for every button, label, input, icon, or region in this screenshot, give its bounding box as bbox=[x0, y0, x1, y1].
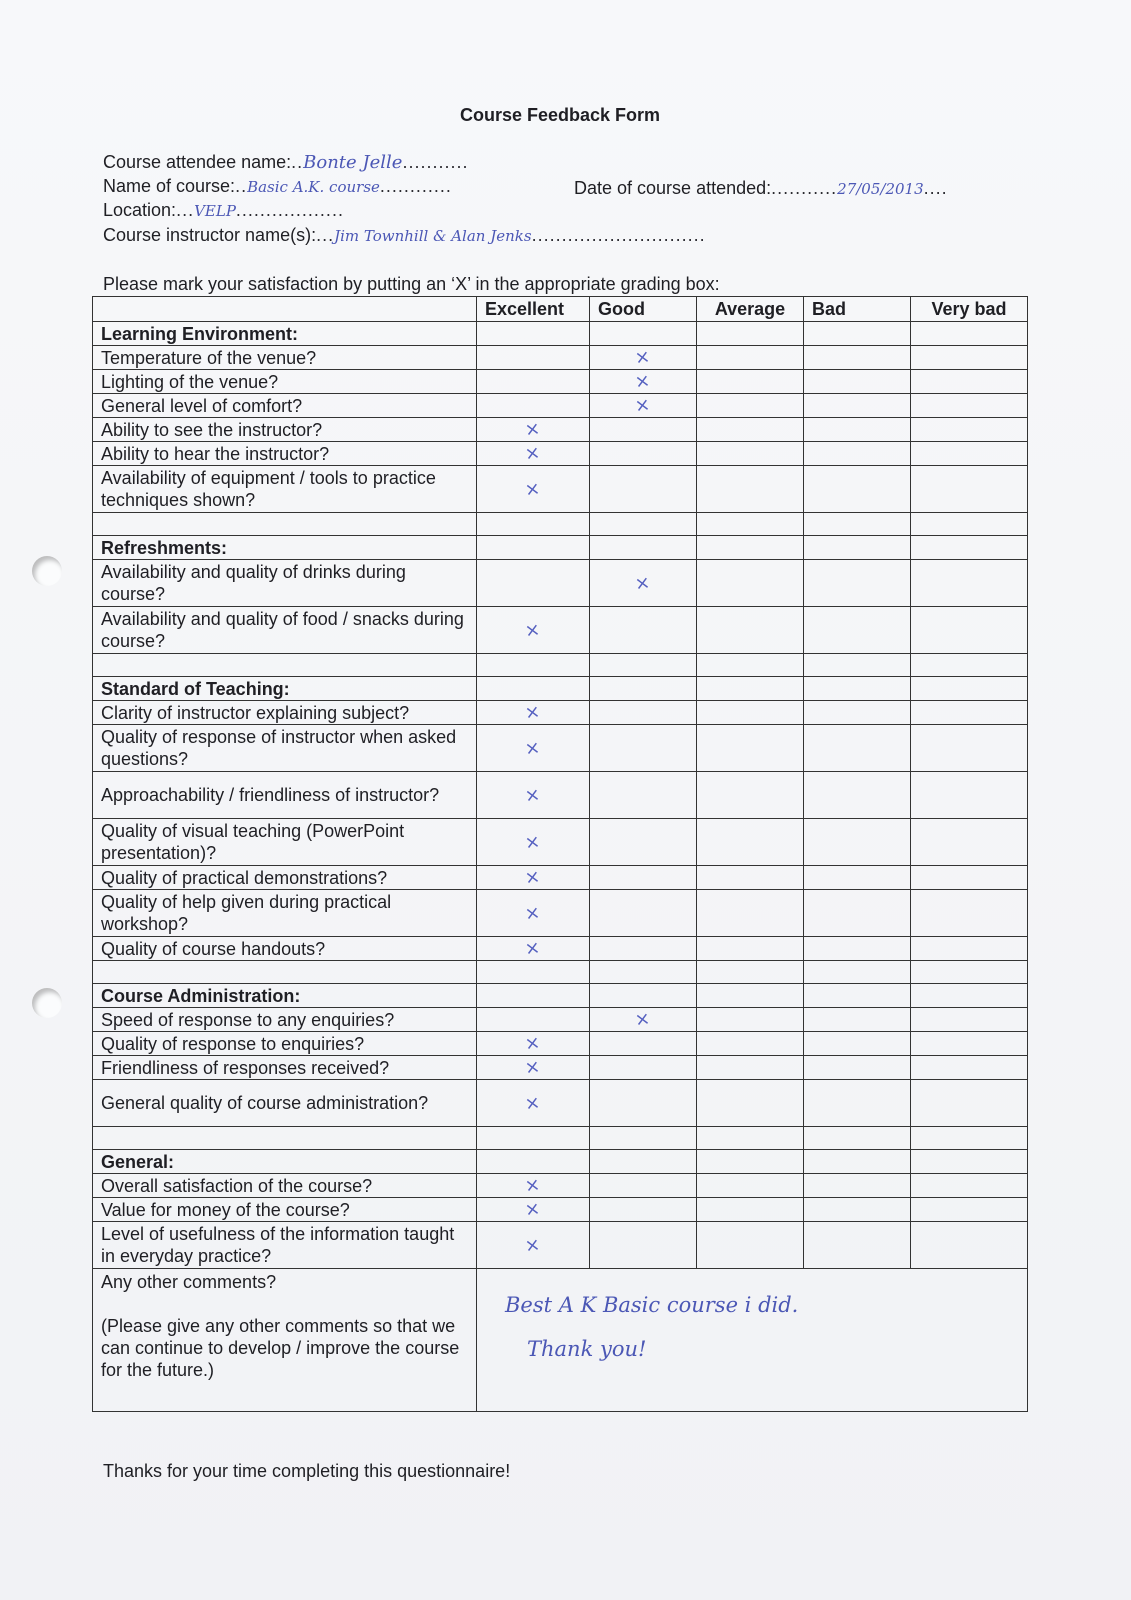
rating-cell-excellent[interactable] bbox=[477, 394, 590, 418]
rating-cell-very-bad[interactable] bbox=[911, 370, 1028, 394]
spacer-cell bbox=[911, 1127, 1028, 1150]
rating-cell-excellent[interactable] bbox=[477, 370, 590, 394]
course-date-field: Date of course attended:...........27/05/2013.... bbox=[574, 178, 948, 198]
rating-cell-bad[interactable] bbox=[804, 1198, 911, 1222]
course-date-label: Date of course attended: bbox=[574, 178, 772, 198]
section-blank-cell bbox=[590, 984, 697, 1008]
course-date-value: 27/05/2013 bbox=[837, 180, 924, 198]
section-row bbox=[93, 1150, 1028, 1174]
handwritten-x-mark: × bbox=[523, 1091, 542, 1115]
rating-cell-good[interactable] bbox=[590, 890, 697, 937]
question-text: Availability and quality of food / snacks during course? bbox=[93, 607, 477, 654]
rating-cell-bad[interactable] bbox=[804, 1056, 911, 1080]
spacer-row bbox=[93, 961, 1028, 984]
rating-cell-excellent[interactable] bbox=[477, 890, 590, 937]
spacer-cell bbox=[804, 1127, 911, 1150]
rating-cell-average[interactable] bbox=[697, 607, 804, 654]
rating-cell-bad[interactable] bbox=[804, 370, 911, 394]
rating-cell-bad[interactable] bbox=[804, 394, 911, 418]
section-blank-cell bbox=[477, 322, 590, 346]
handwritten-x-mark: × bbox=[523, 1056, 542, 1079]
instructor-field: Course instructor name(s):...Jim Townhill & Alan Jenks............................. bbox=[103, 225, 706, 245]
question-text: Level of usefulness of the information taught in everyday practice? bbox=[93, 1222, 477, 1269]
rating-cell-bad[interactable] bbox=[804, 418, 911, 442]
rating-cell-excellent[interactable] bbox=[477, 866, 590, 890]
question-row bbox=[93, 607, 1028, 654]
section-blank-cell bbox=[477, 677, 590, 701]
question-row bbox=[93, 1222, 1028, 1269]
rating-cell-good[interactable] bbox=[590, 560, 697, 607]
rating-cell-very-bad[interactable] bbox=[911, 701, 1028, 725]
section-blank-cell bbox=[477, 536, 590, 560]
rating-cell-very-bad[interactable] bbox=[911, 346, 1028, 370]
instructions-text: Please mark your satisfaction by putting an ‘X’ in the appropriate grading box: bbox=[103, 274, 720, 294]
question-row bbox=[93, 418, 1028, 442]
question-text: Approachability / friendliness of instructor? bbox=[93, 772, 477, 819]
question-text: Friendliness of responses received? bbox=[93, 1056, 477, 1080]
spacer-cell bbox=[93, 1127, 477, 1150]
spacer-cell bbox=[697, 1127, 804, 1150]
rating-cell-bad[interactable] bbox=[804, 1032, 911, 1056]
question-text: Availability of equipment / tools to practice techniques shown? bbox=[93, 466, 477, 513]
punch-hole-lower bbox=[32, 988, 62, 1018]
question-row bbox=[93, 725, 1028, 772]
table-body bbox=[93, 322, 1028, 1269]
spacer-cell bbox=[477, 1127, 590, 1150]
question-row bbox=[93, 819, 1028, 866]
question-text: Lighting of the venue? bbox=[93, 370, 477, 394]
rating-cell-average[interactable] bbox=[697, 1032, 804, 1056]
section-blank-cell bbox=[697, 322, 804, 346]
rating-cell-average[interactable] bbox=[697, 890, 804, 937]
question-text: Quality of course handouts? bbox=[93, 937, 477, 961]
rating-cell-good[interactable] bbox=[590, 1174, 697, 1198]
rating-cell-very-bad[interactable] bbox=[911, 866, 1028, 890]
handwritten-x-mark: × bbox=[523, 442, 542, 465]
course-name-field: Name of course:..Basic A.K. course............ bbox=[103, 176, 452, 196]
question-row bbox=[93, 394, 1028, 418]
question-row bbox=[93, 346, 1028, 370]
section-blank-cell bbox=[804, 1150, 911, 1174]
rating-cell-good[interactable] bbox=[590, 1032, 697, 1056]
handwritten-x-mark: × bbox=[523, 418, 542, 441]
rating-cell-bad[interactable] bbox=[804, 772, 911, 819]
rating-cell-average[interactable] bbox=[697, 394, 804, 418]
spacer-cell bbox=[477, 961, 590, 984]
instructor-value: Jim Townhill & Alan Jenks bbox=[334, 227, 532, 245]
rating-cell-excellent[interactable] bbox=[477, 1008, 590, 1032]
rating-cell-average[interactable] bbox=[697, 725, 804, 772]
rating-cell-excellent[interactable] bbox=[477, 418, 590, 442]
spacer-cell bbox=[911, 961, 1028, 984]
rating-cell-good[interactable] bbox=[590, 1056, 697, 1080]
spacer-cell bbox=[93, 961, 477, 984]
rating-cell-bad[interactable] bbox=[804, 1174, 911, 1198]
rating-cell-very-bad[interactable] bbox=[911, 418, 1028, 442]
section-blank-cell bbox=[911, 322, 1028, 346]
handwritten-x-mark: × bbox=[523, 618, 542, 642]
question-row bbox=[93, 1008, 1028, 1032]
rating-cell-very-bad[interactable] bbox=[911, 607, 1028, 654]
handwritten-x-mark: × bbox=[523, 830, 542, 854]
question-row bbox=[93, 1198, 1028, 1222]
rating-cell-very-bad[interactable] bbox=[911, 890, 1028, 937]
question-row bbox=[93, 1056, 1028, 1080]
rating-cell-bad[interactable] bbox=[804, 442, 911, 466]
rating-cell-average[interactable] bbox=[697, 1222, 804, 1269]
rating-cell-average[interactable] bbox=[697, 1056, 804, 1080]
punch-hole-upper bbox=[32, 556, 62, 586]
section-row bbox=[93, 984, 1028, 1008]
header-very-bad: Very bad bbox=[911, 297, 1028, 322]
rating-cell-excellent[interactable] bbox=[477, 1056, 590, 1080]
rating-cell-average[interactable] bbox=[697, 701, 804, 725]
question-row bbox=[93, 890, 1028, 937]
handwritten-x-mark: × bbox=[633, 571, 652, 595]
section-title: Course Administration: bbox=[93, 984, 477, 1008]
spacer-row bbox=[93, 1127, 1028, 1150]
question-text: Overall satisfaction of the course? bbox=[93, 1174, 477, 1198]
comments-hint: (Please give any other comments so that we can continue to develop / improve the course for the future.) bbox=[101, 1316, 460, 1380]
rating-cell-very-bad[interactable] bbox=[911, 442, 1028, 466]
rating-cell-average[interactable] bbox=[697, 466, 804, 513]
question-row bbox=[93, 866, 1028, 890]
question-row bbox=[93, 1032, 1028, 1056]
section-blank-cell bbox=[911, 677, 1028, 701]
rating-cell-good[interactable] bbox=[590, 725, 697, 772]
rating-cell-average[interactable] bbox=[697, 866, 804, 890]
question-row bbox=[93, 560, 1028, 607]
rating-cell-very-bad[interactable] bbox=[911, 1198, 1028, 1222]
handwritten-x-mark: × bbox=[523, 1174, 542, 1197]
course-name-label: Name of course: bbox=[103, 176, 236, 196]
rating-cell-bad[interactable] bbox=[804, 346, 911, 370]
rating-cell-very-bad[interactable] bbox=[911, 937, 1028, 961]
rating-cell-average[interactable] bbox=[697, 1008, 804, 1032]
section-blank-cell bbox=[590, 677, 697, 701]
question-text: Availability and quality of drinks during course? bbox=[93, 560, 477, 607]
section-row bbox=[93, 677, 1028, 701]
header-question bbox=[93, 297, 477, 322]
spacer-cell bbox=[93, 654, 477, 677]
rating-cell-good[interactable] bbox=[590, 1080, 697, 1127]
rating-cell-very-bad[interactable] bbox=[911, 466, 1028, 513]
rating-cell-bad[interactable] bbox=[804, 725, 911, 772]
spacer-cell bbox=[477, 654, 590, 677]
question-text: Quality of response to enquiries? bbox=[93, 1032, 477, 1056]
location-field: Location:...VELP.................. bbox=[103, 200, 344, 220]
spacer-cell bbox=[697, 961, 804, 984]
header-average: Average bbox=[697, 297, 804, 322]
rating-cell-excellent[interactable] bbox=[477, 560, 590, 607]
rating-cell-bad[interactable] bbox=[804, 1222, 911, 1269]
section-blank-cell bbox=[697, 677, 804, 701]
handwritten-x-mark: × bbox=[523, 866, 542, 889]
rating-cell-average[interactable] bbox=[697, 442, 804, 466]
question-text: Ability to see the instructor? bbox=[93, 418, 477, 442]
section-row bbox=[93, 536, 1028, 560]
question-text: Quality of response of instructor when asked questions? bbox=[93, 725, 477, 772]
question-text: Quality of help given during practical workshop? bbox=[93, 890, 477, 937]
section-blank-cell bbox=[590, 1150, 697, 1174]
section-blank-cell bbox=[804, 322, 911, 346]
handwritten-x-mark: × bbox=[523, 736, 542, 760]
section-blank-cell bbox=[911, 1150, 1028, 1174]
rating-cell-very-bad[interactable] bbox=[911, 1008, 1028, 1032]
rating-cell-average[interactable] bbox=[697, 937, 804, 961]
comments-line-1: Best A K Basic course i did. bbox=[505, 1293, 799, 1317]
spacer-cell bbox=[697, 654, 804, 677]
section-title: Standard of Teaching: bbox=[93, 677, 477, 701]
rating-cell-very-bad[interactable] bbox=[911, 725, 1028, 772]
rating-cell-average[interactable] bbox=[697, 772, 804, 819]
section-blank-cell bbox=[804, 984, 911, 1008]
spacer-cell bbox=[804, 961, 911, 984]
question-text: Speed of response to any enquiries? bbox=[93, 1008, 477, 1032]
question-row bbox=[93, 1080, 1028, 1127]
rating-cell-very-bad[interactable] bbox=[911, 772, 1028, 819]
attendee-name-field: Course attendee name:..Bonte Jelle........... bbox=[103, 152, 469, 173]
course-name-value: Basic A.K. course bbox=[247, 178, 380, 196]
rating-cell-good[interactable] bbox=[590, 346, 697, 370]
header-excellent: Excellent bbox=[477, 297, 590, 322]
question-row bbox=[93, 370, 1028, 394]
rating-cell-very-bad[interactable] bbox=[911, 1222, 1028, 1269]
instructor-label: Course instructor name(s): bbox=[103, 225, 317, 245]
section-blank-cell bbox=[804, 536, 911, 560]
comments-box[interactable] bbox=[477, 1269, 1028, 1412]
rating-cell-very-bad[interactable] bbox=[911, 1174, 1028, 1198]
spacer-cell bbox=[477, 513, 590, 536]
header-bad: Bad bbox=[804, 297, 911, 322]
section-blank-cell bbox=[697, 1150, 804, 1174]
handwritten-x-mark: × bbox=[523, 1198, 542, 1221]
thanks-footer: Thanks for your time completing this questionnaire! bbox=[103, 1461, 511, 1481]
handwritten-x-mark: × bbox=[523, 783, 542, 807]
rating-cell-bad[interactable] bbox=[804, 937, 911, 961]
handwritten-x-mark: × bbox=[633, 394, 652, 417]
spacer-cell bbox=[804, 513, 911, 536]
rating-cell-good[interactable] bbox=[590, 1222, 697, 1269]
handwritten-x-mark: × bbox=[633, 370, 652, 393]
rating-cell-very-bad[interactable] bbox=[911, 1080, 1028, 1127]
rating-cell-excellent[interactable] bbox=[477, 607, 590, 654]
attendee-name-value: Bonte Jelle bbox=[303, 152, 403, 173]
rating-cell-very-bad[interactable] bbox=[911, 560, 1028, 607]
rating-cell-excellent[interactable] bbox=[477, 346, 590, 370]
rating-cell-excellent[interactable] bbox=[477, 701, 590, 725]
spacer-cell bbox=[697, 513, 804, 536]
rating-cell-very-bad[interactable] bbox=[911, 1056, 1028, 1080]
question-text: Clarity of instructor explaining subject? bbox=[93, 701, 477, 725]
rating-cell-excellent[interactable] bbox=[477, 772, 590, 819]
rating-cell-bad[interactable] bbox=[804, 1008, 911, 1032]
section-title: Learning Environment: bbox=[93, 322, 477, 346]
question-text: Ability to hear the instructor? bbox=[93, 442, 477, 466]
handwritten-x-mark: × bbox=[523, 477, 542, 501]
rating-cell-good[interactable] bbox=[590, 701, 697, 725]
attendee-name-label: Course attendee name: bbox=[103, 152, 292, 172]
handwritten-x-mark: × bbox=[523, 1032, 542, 1055]
section-blank-cell bbox=[697, 984, 804, 1008]
rating-cell-good[interactable] bbox=[590, 1008, 697, 1032]
comments-line-2: Thank you! bbox=[527, 1337, 647, 1361]
question-row bbox=[93, 937, 1028, 961]
rating-cell-good[interactable] bbox=[590, 607, 697, 654]
section-title: Refreshments: bbox=[93, 536, 477, 560]
spacer-row bbox=[93, 513, 1028, 536]
rating-cell-excellent[interactable] bbox=[477, 937, 590, 961]
spacer-cell bbox=[93, 513, 477, 536]
rating-cell-average[interactable] bbox=[697, 1080, 804, 1127]
section-blank-cell bbox=[590, 322, 697, 346]
rating-cell-very-bad[interactable] bbox=[911, 1032, 1028, 1056]
rating-cell-bad[interactable] bbox=[804, 1080, 911, 1127]
question-text: Temperature of the venue? bbox=[93, 346, 477, 370]
section-blank-cell bbox=[911, 984, 1028, 1008]
rating-cell-average[interactable] bbox=[697, 370, 804, 394]
comments-prompt bbox=[93, 1269, 477, 1412]
rating-cell-good[interactable] bbox=[590, 1198, 697, 1222]
handwritten-x-mark: × bbox=[523, 1233, 542, 1257]
rating-cell-good[interactable] bbox=[590, 394, 697, 418]
rating-cell-average[interactable] bbox=[697, 346, 804, 370]
feedback-table bbox=[92, 296, 1028, 1412]
comments-label: Any other comments? bbox=[101, 1272, 277, 1292]
rating-cell-average[interactable] bbox=[697, 1174, 804, 1198]
rating-cell-excellent[interactable] bbox=[477, 1032, 590, 1056]
rating-cell-average[interactable] bbox=[697, 418, 804, 442]
rating-cell-bad[interactable] bbox=[804, 866, 911, 890]
rating-cell-bad[interactable] bbox=[804, 607, 911, 654]
rating-cell-good[interactable] bbox=[590, 418, 697, 442]
handwritten-x-mark: × bbox=[633, 346, 652, 369]
rating-cell-average[interactable] bbox=[697, 560, 804, 607]
rating-cell-good[interactable] bbox=[590, 466, 697, 513]
rating-cell-excellent[interactable] bbox=[477, 725, 590, 772]
spacer-cell bbox=[590, 961, 697, 984]
section-blank-cell bbox=[477, 984, 590, 1008]
question-row bbox=[93, 772, 1028, 819]
section-blank-cell bbox=[911, 536, 1028, 560]
table-header-row bbox=[93, 297, 1028, 322]
handwritten-x-mark: × bbox=[633, 1008, 652, 1031]
question-text: General level of comfort? bbox=[93, 394, 477, 418]
rating-cell-excellent[interactable] bbox=[477, 1080, 590, 1127]
comments-handwriting bbox=[485, 1271, 1019, 1371]
header-good: Good bbox=[590, 297, 697, 322]
rating-cell-excellent[interactable] bbox=[477, 442, 590, 466]
rating-cell-bad[interactable] bbox=[804, 466, 911, 513]
rating-cell-very-bad[interactable] bbox=[911, 394, 1028, 418]
rating-cell-good[interactable] bbox=[590, 442, 697, 466]
rating-cell-average[interactable] bbox=[697, 819, 804, 866]
question-text: Quality of practical demonstrations? bbox=[93, 866, 477, 890]
spacer-cell bbox=[911, 513, 1028, 536]
location-label: Location: bbox=[103, 200, 177, 220]
handwritten-x-mark: × bbox=[523, 937, 542, 960]
section-row bbox=[93, 322, 1028, 346]
spacer-row bbox=[93, 654, 1028, 677]
handwritten-x-mark: × bbox=[523, 901, 542, 925]
rating-cell-good[interactable] bbox=[590, 370, 697, 394]
comments-row bbox=[93, 1269, 1028, 1412]
spacer-cell bbox=[911, 654, 1028, 677]
rating-cell-good[interactable] bbox=[590, 819, 697, 866]
rating-cell-bad[interactable] bbox=[804, 701, 911, 725]
section-title: General: bbox=[93, 1150, 477, 1174]
question-text: General quality of course administration? bbox=[93, 1080, 477, 1127]
handwritten-x-mark: × bbox=[523, 701, 542, 724]
question-text: Value for money of the course? bbox=[93, 1198, 477, 1222]
rating-cell-bad[interactable] bbox=[804, 819, 911, 866]
section-blank-cell bbox=[697, 536, 804, 560]
spacer-cell bbox=[590, 513, 697, 536]
rating-cell-good[interactable] bbox=[590, 866, 697, 890]
question-row bbox=[93, 701, 1028, 725]
form-title: Course Feedback Form bbox=[459, 105, 661, 125]
question-row bbox=[93, 466, 1028, 513]
rating-cell-average[interactable] bbox=[697, 1198, 804, 1222]
rating-cell-bad[interactable] bbox=[804, 890, 911, 937]
rating-cell-bad[interactable] bbox=[804, 560, 911, 607]
question-row bbox=[93, 1174, 1028, 1198]
spacer-cell bbox=[590, 654, 697, 677]
rating-cell-good[interactable] bbox=[590, 772, 697, 819]
section-blank-cell bbox=[804, 677, 911, 701]
rating-cell-excellent[interactable] bbox=[477, 819, 590, 866]
spacer-cell bbox=[590, 1127, 697, 1150]
rating-cell-good[interactable] bbox=[590, 937, 697, 961]
rating-cell-excellent[interactable] bbox=[477, 1174, 590, 1198]
rating-cell-very-bad[interactable] bbox=[911, 819, 1028, 866]
spacer-cell bbox=[804, 654, 911, 677]
question-row bbox=[93, 442, 1028, 466]
rating-cell-excellent[interactable] bbox=[477, 1222, 590, 1269]
rating-cell-excellent[interactable] bbox=[477, 1198, 590, 1222]
location-value: VELP bbox=[194, 202, 236, 220]
section-blank-cell bbox=[477, 1150, 590, 1174]
question-text: Quality of visual teaching (PowerPoint presentation)? bbox=[93, 819, 477, 866]
section-blank-cell bbox=[590, 536, 697, 560]
rating-cell-excellent[interactable] bbox=[477, 466, 590, 513]
